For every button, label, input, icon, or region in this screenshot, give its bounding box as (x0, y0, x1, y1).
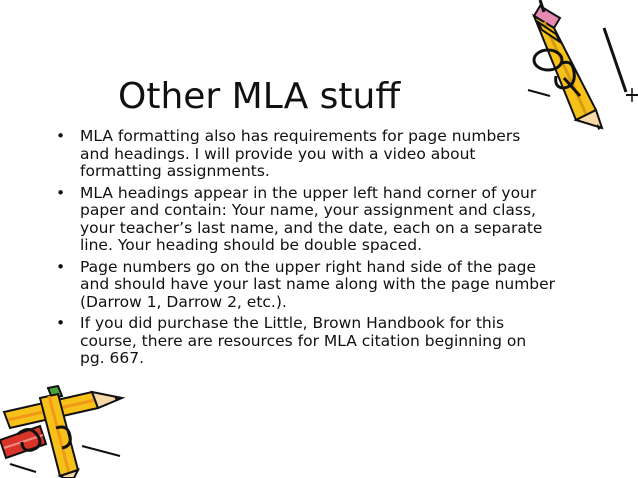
bullet-line: your teacher’s last name, and the date, each on a separate (80, 218, 543, 237)
bullet-line: and headings. I will provide you with a video about (80, 144, 476, 163)
bullet-line: If you did purchase the Little, Brown Handbook for this (80, 314, 505, 332)
bullet-line: pg. 667. (80, 349, 145, 367)
bullet-list (54, 128, 584, 372)
bullet-item (54, 185, 584, 255)
bullet-line: MLA formatting also has requirements for page numbers (80, 127, 521, 145)
bullet-marker: • (56, 127, 66, 145)
bullet-line: MLA headings appear in the upper left hand corner of your (80, 183, 537, 202)
bullet-item (54, 315, 584, 368)
pencil-icon (520, 0, 638, 140)
pencil-cluster-icon (0, 384, 130, 478)
bullet-line: Page numbers go on the upper right hand side of the page (80, 257, 537, 276)
bullet-line: line. Your heading should be double spaced. (80, 236, 423, 254)
bullet-line: formatting assignments. (80, 162, 270, 180)
bullet-marker: • (56, 257, 66, 276)
bullet-marker: • (56, 314, 66, 332)
bullet-line: (Darrow 1, Darrow 2, etc.). (80, 292, 287, 311)
bullet-marker: • (56, 183, 66, 202)
pencil-tip-icon (626, 88, 638, 102)
bullet-item (54, 259, 584, 312)
bullet-line: course, there are resources for MLA citation beginning on (80, 331, 527, 350)
bullet-item (54, 128, 584, 181)
bullet-line: paper and contain: Your name, your assignment and class, (80, 201, 536, 219)
bullet-line: and should have your last name along with the page number (80, 275, 556, 293)
slide-title: Other MLA stuff (118, 76, 401, 117)
